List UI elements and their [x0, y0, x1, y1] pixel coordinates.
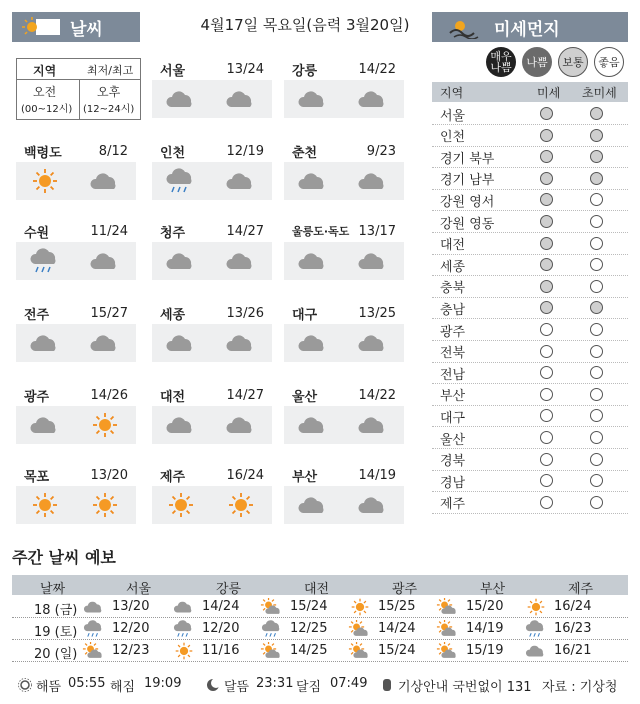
- dust-row: [432, 147, 628, 168]
- dust-region: 제주: [440, 497, 466, 513]
- sun-icon: [224, 492, 258, 518]
- suncloud-icon: [436, 642, 460, 660]
- suncloud-icon: [260, 598, 284, 616]
- city-card: [284, 302, 404, 362]
- cloud-icon: [356, 168, 390, 194]
- city-name: 제주: [160, 469, 186, 485]
- dust-table-header: 지역 미세 초미세: [432, 82, 628, 102]
- pm10-dot: [540, 409, 553, 422]
- city-name: 전주: [24, 307, 50, 323]
- pm25-dot: [590, 345, 603, 358]
- dust-region: 전남: [440, 367, 466, 383]
- cloud-icon: [164, 86, 198, 112]
- pm25-dot: [590, 258, 603, 271]
- dust-region: 경북: [440, 454, 466, 470]
- city-temp: 14/22: [358, 387, 396, 403]
- pm25-dot: [590, 496, 603, 509]
- rain-icon: [260, 620, 284, 638]
- city-name: 세종: [160, 307, 186, 323]
- sun-icon: [164, 492, 198, 518]
- cloud-icon: [356, 330, 390, 356]
- cloud-icon: [224, 248, 258, 274]
- pm25-dot: [590, 215, 603, 228]
- dust-region: 대구: [440, 410, 466, 426]
- city-card: [16, 384, 136, 444]
- pm10-dot: [540, 301, 553, 314]
- dust-header: [432, 12, 628, 42]
- weather-header: [12, 12, 140, 42]
- dust-row: [432, 255, 628, 276]
- weekly-temp: 15/24: [290, 599, 328, 614]
- city-temp: 13/26: [226, 305, 264, 321]
- city-name: 청주: [160, 225, 186, 241]
- date-line: 4월17일 목요일(음력 3월20일): [200, 16, 410, 34]
- cloud-icon: [296, 168, 330, 194]
- weekly-temp: 15/19: [466, 643, 504, 658]
- cloud-icon: [88, 248, 122, 274]
- city-card: [16, 464, 136, 524]
- dust-row: [432, 363, 628, 384]
- dust-row: [432, 471, 628, 492]
- pm25-dot: [590, 431, 603, 444]
- cloud-icon: [296, 86, 330, 112]
- weekly-temp: 16/24: [554, 599, 592, 614]
- city-name: 강릉: [292, 63, 318, 79]
- city-card: [152, 384, 272, 444]
- dust-region: 서울: [440, 108, 466, 124]
- city-card: [284, 464, 404, 524]
- dust-region: 강원 영동: [440, 216, 495, 232]
- pm10-dot: [540, 323, 553, 336]
- city-card: [152, 220, 272, 280]
- pm25-dot: [590, 129, 603, 142]
- weekly-temp: 14/24: [378, 621, 416, 636]
- pm10-dot: [540, 388, 553, 401]
- cloud-icon: [172, 598, 196, 616]
- suncloud-icon: [348, 642, 372, 660]
- weekly-temp: 14/19: [466, 621, 504, 636]
- weekly-temp: 15/25: [378, 599, 416, 614]
- pm10-dot: [540, 150, 553, 163]
- cloud-icon: [224, 412, 258, 438]
- weekly-temp: 14/24: [202, 599, 240, 614]
- cloud-icon: [164, 248, 198, 274]
- city-card: [16, 302, 136, 362]
- dust-row: [432, 428, 628, 449]
- weekly-date: 19 (토): [34, 625, 78, 640]
- weekly-city: 강릉: [216, 582, 242, 597]
- pm25-dot: [590, 388, 603, 401]
- pm25-dot: [590, 453, 603, 466]
- dust-row: [432, 104, 628, 125]
- pm25-dot: [590, 172, 603, 185]
- dust-region: 인천: [440, 130, 466, 146]
- dust-row: [432, 190, 628, 211]
- dust-region: 대전: [440, 238, 466, 254]
- weekly-temp: 16/21: [554, 643, 592, 658]
- pm10-dot: [540, 345, 553, 358]
- cloud-icon: [28, 330, 62, 356]
- pm10-dot: [540, 215, 553, 228]
- weekly-temp: 15/24: [378, 643, 416, 658]
- dust-region: 전북: [440, 346, 466, 362]
- cloud-icon: [224, 330, 258, 356]
- sun-icon: [88, 412, 122, 438]
- level-normal: 보통: [558, 47, 588, 77]
- city-name: 수원: [24, 225, 50, 241]
- city-name: 울릉도·독도: [292, 225, 350, 238]
- city-name: 대전: [160, 389, 186, 405]
- city-temp: 14/27: [226, 387, 264, 403]
- pm25-dot: [590, 323, 603, 336]
- city-temp: 11/24: [90, 223, 128, 239]
- city-temp: 13/24: [226, 61, 264, 77]
- cloud-icon: [28, 412, 62, 438]
- city-temp: 13/20: [90, 467, 128, 483]
- sun-icon: [348, 598, 372, 616]
- city-temp: 16/24: [226, 467, 264, 483]
- pm25-dot: [590, 409, 603, 422]
- suncloud-icon: [260, 642, 284, 660]
- legend-card: [16, 58, 141, 120]
- dust-row: [432, 406, 628, 427]
- phone-icon: [380, 678, 394, 692]
- city-card: [152, 464, 272, 524]
- cloud-icon: [164, 330, 198, 356]
- weekly-temp: 15/20: [466, 599, 504, 614]
- sun-icon: [28, 168, 62, 194]
- pm10-dot: [540, 107, 553, 120]
- city-temp: 15/27: [90, 305, 128, 321]
- city-name: 인천: [160, 145, 186, 161]
- city-temp: 14/27: [226, 223, 264, 239]
- rain-icon: [172, 620, 196, 638]
- legend-minmax: 최저/최고: [87, 64, 134, 77]
- cloud-icon: [356, 492, 390, 518]
- weekly-temp: 12/20: [202, 621, 240, 636]
- city-name: 서울: [160, 63, 186, 79]
- pm25-dot: [590, 150, 603, 163]
- pm10-dot: [540, 496, 553, 509]
- city-name: 대구: [292, 307, 318, 323]
- weather-title: 날씨: [70, 19, 103, 40]
- city-card: [284, 140, 404, 200]
- pm10-dot: [540, 237, 553, 250]
- dust-region: 충북: [440, 281, 466, 297]
- city-card: [284, 58, 404, 118]
- pm10-dot: [540, 366, 553, 379]
- dust-region: 경남: [440, 475, 466, 491]
- rain-icon: [82, 620, 106, 638]
- sun-icon: [28, 492, 62, 518]
- city-temp: 12/19: [226, 143, 264, 159]
- weekly-city: 부산: [480, 582, 506, 597]
- city-temp: 14/19: [358, 467, 396, 483]
- legend-pm: 오후: [97, 85, 121, 99]
- dust-row: [432, 234, 628, 255]
- footer: 해뜸 05:55 해짐 19:09 달뜸 23:31 달짐 07:49 기상안내 국번없이 131 자료 : 기상청: [12, 674, 628, 696]
- rain-icon: [164, 168, 198, 194]
- city-name: 광주: [24, 389, 50, 405]
- weekly-city: 대전: [304, 582, 330, 597]
- city-temp: 8/12: [98, 143, 128, 159]
- cloud-icon: [88, 330, 122, 356]
- pm10-dot: [540, 258, 553, 271]
- cloud-icon: [296, 330, 330, 356]
- weekly-date: 20 (일): [34, 647, 78, 662]
- cloud-icon: [356, 248, 390, 274]
- pm25-dot: [590, 301, 603, 314]
- weekly-row: [12, 640, 628, 662]
- cloud-icon: [296, 492, 330, 518]
- dust-region: 부산: [440, 389, 466, 405]
- pm10-dot: [540, 474, 553, 487]
- cloud-icon: [224, 168, 258, 194]
- sun-icon: [88, 492, 122, 518]
- weekly-date: 18 (금): [34, 603, 78, 618]
- legend-am-sub: (00~12시): [21, 104, 73, 115]
- pm25-dot: [590, 193, 603, 206]
- city-card: [16, 140, 136, 200]
- dust-title: 미세먼지: [494, 19, 560, 40]
- weekly-city: 광주: [392, 582, 418, 597]
- city-name: 목포: [24, 469, 50, 485]
- pm10-dot: [540, 431, 553, 444]
- city-temp: 14/26: [90, 387, 128, 403]
- sun-icon: [172, 642, 196, 660]
- weekly-temp: 12/23: [112, 643, 150, 658]
- dust-row: [432, 277, 628, 298]
- level-very-bad: 매우 나쁨: [486, 47, 516, 77]
- sun-cloud-icon: [18, 15, 62, 39]
- city-temp: 14/22: [358, 61, 396, 77]
- level-bad: 나쁨: [522, 47, 552, 77]
- city-card: [16, 220, 136, 280]
- cloud-icon: [356, 412, 390, 438]
- city-name: 백령도: [24, 145, 62, 161]
- cloud-icon: [164, 412, 198, 438]
- dust-row: [432, 169, 628, 190]
- moon-icon: [206, 678, 220, 692]
- cloud-icon: [524, 642, 548, 660]
- dust-region: 강원 영서: [440, 194, 495, 210]
- city-card: [284, 220, 404, 280]
- city-name: 울산: [292, 389, 318, 405]
- cloud-icon: [88, 168, 122, 194]
- dust-row: [432, 450, 628, 471]
- city-temp: 13/17: [358, 223, 396, 239]
- weekly-title: 주간 날씨 예보: [12, 548, 116, 567]
- city-temp: 9/23: [366, 143, 396, 159]
- pm25-dot: [590, 237, 603, 250]
- dust-region: 충남: [440, 302, 466, 318]
- suncloud-icon: [348, 620, 372, 638]
- dust-region: 광주: [440, 324, 466, 340]
- pm10-dot: [540, 129, 553, 142]
- cloud-icon: [82, 598, 106, 616]
- weekly-temp: 16/23: [554, 621, 592, 636]
- suncloud-icon: [436, 620, 460, 638]
- cloud-icon: [356, 86, 390, 112]
- suncloud-icon: [82, 642, 106, 660]
- pm10-dot: [540, 453, 553, 466]
- weekly-temp: 11/16: [202, 643, 240, 658]
- weekly-row: [12, 618, 628, 640]
- dust-icon: [446, 15, 486, 39]
- dust-row: [432, 385, 628, 406]
- city-card: [284, 384, 404, 444]
- pm25-dot: [590, 107, 603, 120]
- weekly-temp: 12/20: [112, 621, 150, 636]
- city-card: [152, 140, 272, 200]
- weekly-header: 날짜 서울 강릉 대전 광주 부산 제주: [12, 575, 628, 595]
- rain-icon: [28, 248, 62, 274]
- dust-row: [432, 212, 628, 233]
- weekly-temp: 13/20: [112, 599, 150, 614]
- dust-row: [432, 126, 628, 147]
- city-name: 부산: [292, 469, 318, 485]
- rain-icon: [524, 620, 548, 638]
- legend-am: 오전: [33, 85, 57, 99]
- pm10-dot: [540, 172, 553, 185]
- pm25-dot: [590, 474, 603, 487]
- dust-region: 경기 남부: [440, 173, 495, 189]
- pm10-dot: [540, 280, 553, 293]
- cloud-icon: [224, 86, 258, 112]
- cloud-icon: [296, 248, 330, 274]
- weekly-city: 제주: [568, 582, 594, 597]
- dust-row: [432, 493, 628, 514]
- dust-row: [432, 320, 628, 341]
- dust-row: [432, 298, 628, 319]
- sun-icon: [524, 598, 548, 616]
- city-card: [152, 58, 272, 118]
- city-temp: 13/25: [358, 305, 396, 321]
- pm25-dot: [590, 280, 603, 293]
- weekly-city: 서울: [126, 582, 152, 597]
- weekly-temp: 14/25: [290, 643, 328, 658]
- sun-icon: [18, 678, 32, 692]
- legend-region: 지역: [33, 64, 57, 78]
- city-card: [152, 302, 272, 362]
- city-name: 춘천: [292, 145, 318, 161]
- dust-region: 경기 북부: [440, 151, 495, 167]
- legend-pm-sub: (12~24시): [83, 104, 135, 115]
- level-good: 좋음: [594, 47, 624, 77]
- pm25-dot: [590, 366, 603, 379]
- pm10-dot: [540, 193, 553, 206]
- weekly-row: [12, 596, 628, 618]
- dust-region: 세종: [440, 259, 466, 275]
- dust-region: 울산: [440, 432, 466, 448]
- dust-row: [432, 342, 628, 363]
- cloud-icon: [296, 412, 330, 438]
- weekly-temp: 12/25: [290, 621, 328, 636]
- suncloud-icon: [436, 598, 460, 616]
